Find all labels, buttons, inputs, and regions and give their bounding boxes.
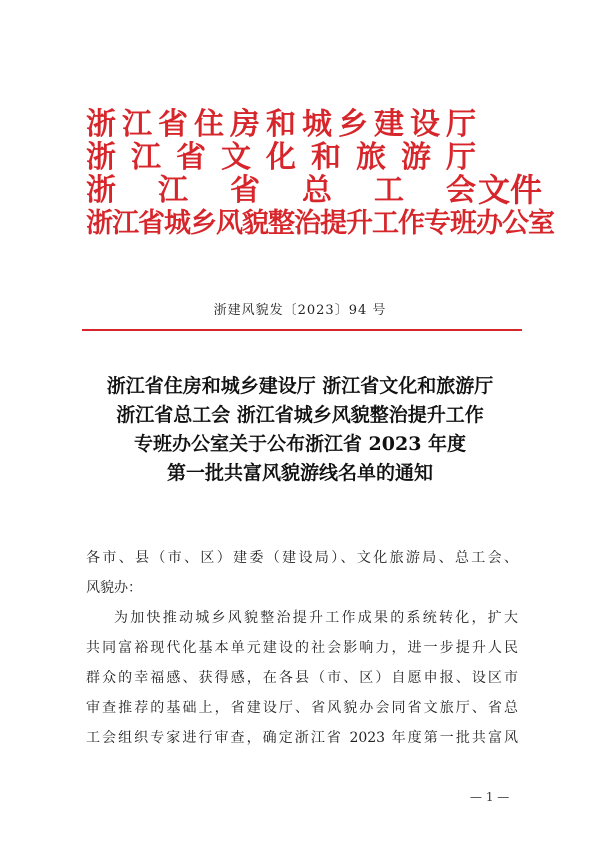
agency-character: 和 bbox=[266, 107, 296, 142]
document-label: 文件 bbox=[478, 171, 543, 209]
notice-title bbox=[0, 372, 600, 488]
agency-character: 城 bbox=[302, 107, 332, 142]
agency-character: 浙 bbox=[86, 173, 116, 208]
agency-character: 厅 bbox=[446, 107, 476, 142]
agency-character: 工 bbox=[374, 173, 404, 208]
agency-character: 江 bbox=[158, 173, 188, 208]
agency-character: 省 bbox=[158, 107, 188, 142]
agency-character: 会 bbox=[446, 173, 476, 208]
agency-character: 江 bbox=[131, 140, 161, 175]
addressee-line: 风貌办： bbox=[86, 580, 142, 596]
title-line: 浙江省总工会 浙江省城乡风貌整治提升工作 bbox=[116, 404, 484, 426]
title-line: 第一批共富风貌游线名单的通知 bbox=[166, 462, 433, 484]
agency-character: 省 bbox=[176, 140, 206, 175]
agency-character: 游 bbox=[401, 140, 431, 175]
agency-character: 住 bbox=[194, 107, 224, 142]
notice-body bbox=[86, 543, 518, 753]
agency-character: 旅 bbox=[356, 140, 386, 175]
agency-character: 化 bbox=[266, 140, 296, 175]
page-number: — 1 — bbox=[470, 790, 510, 804]
body-paragraph-line: 共同富裕现代化基本单元建设的社会影响力，进一步提升人民 bbox=[86, 640, 518, 656]
agency-housing-construction bbox=[86, 108, 476, 141]
agency-character: 设 bbox=[410, 107, 440, 142]
agency-character: 总 bbox=[302, 173, 332, 208]
agency-character: 建 bbox=[374, 107, 404, 142]
agency-character: 江 bbox=[122, 107, 152, 142]
agency-culture-tourism bbox=[86, 141, 476, 174]
agency-character: 厅 bbox=[446, 140, 476, 175]
title-line: 专班办公室关于公布浙江省 2023 年度 bbox=[133, 433, 467, 455]
body-paragraph-line: 工会组织专家进行审查，确定浙江省 2023 年度第一批共富风 bbox=[86, 730, 518, 746]
agency-federation-trade-unions bbox=[86, 174, 476, 207]
body-paragraph-line: 群众的幸福感、获得感，在各县（市、区）自愿申报、设区市 bbox=[86, 670, 518, 686]
agency-character: 和 bbox=[311, 140, 341, 175]
agency-rural-appearance-office: 浙江省城乡风貌整治提升工作专班办公室 bbox=[86, 208, 554, 239]
red-separator-line bbox=[82, 329, 522, 331]
addressee-line: 各市、县（市、区）建委（建设局）、文化旅游局、总工会、 bbox=[86, 550, 518, 566]
agency-character: 房 bbox=[230, 107, 260, 142]
body-paragraph-line: 审查推荐的基础上，省建设厅、省风貌办会同省文旅厅、省总 bbox=[86, 700, 518, 716]
agency-character: 浙 bbox=[86, 107, 116, 142]
document-number: 浙建风貌发〔2023〕94 号 bbox=[213, 303, 387, 318]
body-paragraph-line: 为加快推动城乡风貌整治提升工作成果的系统转化，扩大 bbox=[114, 610, 518, 626]
agency-character: 文 bbox=[221, 140, 251, 175]
agency-character: 省 bbox=[230, 173, 260, 208]
title-line: 浙江省住房和城乡建设厅 浙江省文化和旅游厅 bbox=[106, 375, 494, 397]
agency-character: 乡 bbox=[338, 107, 368, 142]
agency-character: 浙 bbox=[86, 140, 116, 175]
